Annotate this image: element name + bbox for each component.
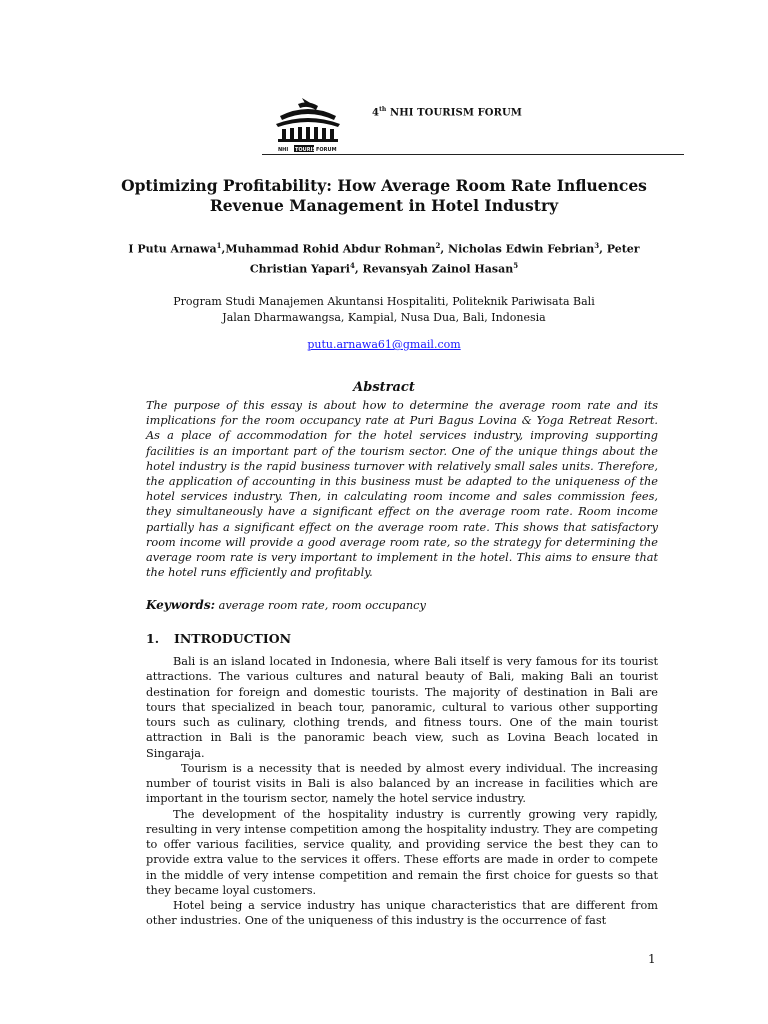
keywords-label: Keywords:: [146, 598, 216, 612]
page-number: 1: [648, 952, 656, 966]
section-heading-introduction: [146, 631, 291, 646]
section-number: 1.: [146, 631, 160, 646]
svg-text:NHI: NHI: [278, 147, 289, 153]
paper-title-line-1: Optimizing Profitability: How Average Room Rate Influences: [121, 176, 647, 195]
nhi-tourism-forum-logo: [272, 96, 344, 154]
keywords: [146, 598, 426, 612]
introduction-body: [146, 654, 658, 929]
paragraph: Bali is an island located in Indonesia, where Bali itself is very famous for its tourist attractions. The various cultures and natural beauty of Bali, making Bali an tourist destination for foreign and domestic tourists. The majority of destination in Bali are tours that specialized in beach tour, panoramic, cultural to various other supporting tours such as culinary, clothing trends, and fitness tours. One of the main tourist attraction in Bali is the panoramic beach view, such as Lovina Beach located in Singaraja.: [146, 655, 658, 760]
author-name: ,Muhammad Rohid Abdur Rohman: [221, 242, 436, 256]
affiliation-line-2: Jalan Dharmawangsa, Kampial, Nusa Dua, Bali, Indonesia: [222, 311, 546, 324]
header-divider: [262, 154, 684, 155]
abstract-text: The purpose of this essay is about how to determine the average room rate and its implications for the room occupancy rate at Puri Bagus Lovina & Yoga Retreat Resort. As a place of accommodation for the hotel services industry, improving supporting facilities is an important part of the tourism sector. One of the unique things about the hotel industry is the rapid business turnover with relatively small sales units. Therefore, the application of accounting in this business must be adapted to the uniqueness of the hotel services industry. Then, in calculating room income and sales commission fees, they simultaneously have a significant effect on the average room rate. Room income partially has a significant effect on the average room rate. This shows that satisfactory room income will provide a good average room rate, so the strategy for determining the average room rate is very important to implement in the hotel. This aims to ensure that the hotel runs efficiently and profitably.: [146, 399, 658, 580]
paragraph: The development of the hospitality industry is currently growing very rapidly, resulting in very intense competition among the hospitality industry. They are competing to offer various facilities, service quality, and providing service the best they can to provide extra value to the services it offers. These efforts are made in order to compete in the middle of very intense competition and remain the first choice for guests so that they became loyal customers.: [146, 807, 658, 897]
author-name: , Revansyah Zainol Hasan: [354, 262, 514, 276]
author-name: , Peter Christian Yapari: [249, 242, 640, 276]
affiliation: [112, 294, 656, 326]
paper-title-line-2: Revenue Management in Hotel Industry: [209, 196, 559, 215]
affiliation-line-1: Program Studi Manajemen Akuntansi Hospitaliti, Politeknik Pariwisata Bali: [173, 295, 595, 308]
email-link[interactable]: putu.arnawa61@gmail.com: [307, 338, 461, 351]
section-title: INTRODUCTION: [174, 631, 292, 646]
author-name: , Nicholas Edwin Febrian: [440, 242, 595, 256]
paragraph: Hotel being a service industry has unique characteristics that are different from other industries. One of the uniqueness of this industry is the occurrence of fast: [146, 899, 658, 928]
svg-text:TOURISM: TOURISM: [295, 147, 322, 153]
author-list: I Putu Arnawa$^1$,Muhammad Rohid Abdur Rohman$^2$, Nicholas Edwin Febrian$^3$, Peter Christian Yapari$^4$, Revansyah Zainol Hasan$^5$: [128, 241, 640, 276]
forum-title: 4th NHI TOURISM FORUM: [372, 106, 522, 119]
paragraph: Tourism is a necessity that is needed by almost every individual. The increasing number of tourist visits in Bali is also balanced by an increase in facilities which are important in the tourism sector, namely the hotel service industry.: [146, 761, 658, 806]
paper-title: [100, 176, 668, 216]
abstract-heading: Abstract: [353, 380, 415, 395]
keywords-value: average room rate, room occupancy: [215, 599, 426, 612]
author-name: I Putu Arnawa: [128, 242, 217, 256]
svg-text:FORUM: FORUM: [316, 147, 337, 153]
contact-email: [112, 338, 656, 351]
